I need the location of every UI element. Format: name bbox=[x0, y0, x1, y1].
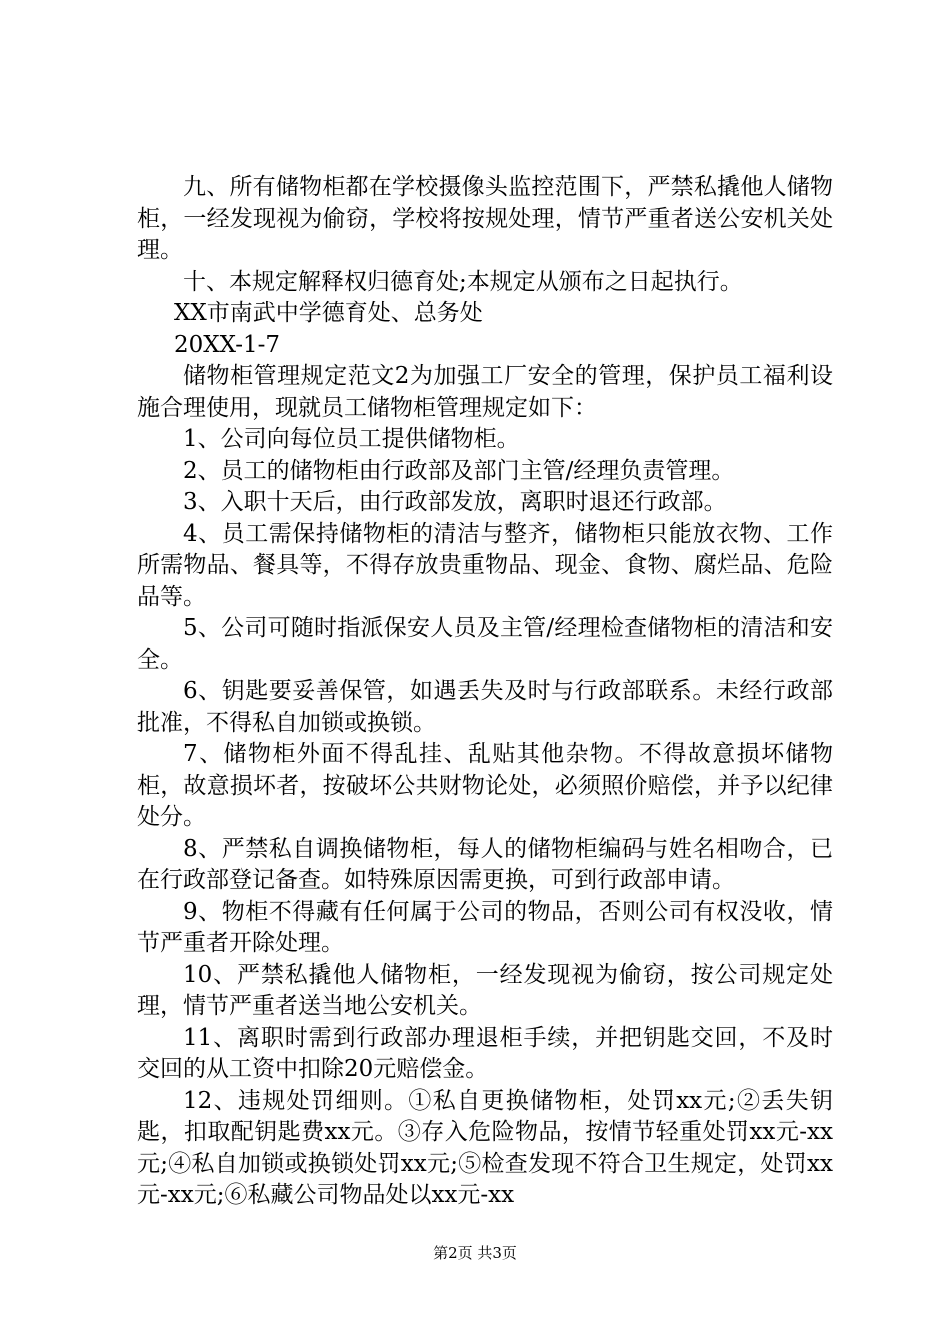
paragraph-item-3: 3、入职十天后，由行政部发放，离职时退还行政部。 bbox=[183, 489, 727, 515]
paragraph-item-4: 4、员工需保持储物柜的清洁与整齐，储物柜只能放衣物、工作所需物品、餐具等，不得存放贵重物品、现金、食物、腐烂品、危险品等。 bbox=[137, 520, 833, 610]
paragraph-item-5: 5、公司可随时指派保安人员及主管/经理检查储物柜的清洁和安全。 bbox=[137, 615, 833, 673]
paragraph-item-7: 7、储物柜外面不得乱挂、乱贴其他杂物。不得故意损坏储物柜，故意损坏者，按破坏公共财物论处，必须照价赔偿，并予以纪律处分。 bbox=[137, 741, 833, 830]
paragraph-item-2: 2、员工的储物柜由行政部及部门主管/经理负责管理。 bbox=[183, 457, 735, 484]
paragraph-item-10: 10、严禁私撬他人储物柜，一经发现视为偷窃，按公司规定处理，情节严重者送当地公安机关。 bbox=[137, 961, 833, 1019]
issuer-line: XX市南武中学德育处、总务处 bbox=[174, 300, 483, 326]
paragraph-item-1: 1、公司向每位员工提供储物柜。 bbox=[183, 426, 520, 452]
paragraph-item-11: 11、离职时需到行政部办理退柜手续，并把钥匙交回，不及时交回的从工资中扣除20元赔偿金。 bbox=[137, 1024, 833, 1082]
paragraph-item-12: 12、违规处罚细则。①私自更换储物柜，处罚xx元;②丢失钥匙，扣取配钥匙费xx元。③存入危险物品，按情节轻重处罚xx元-xx元;④私自加锁或换锁处罚xx元;⑤检查发现不符合卫生规定，处罚xx元-xx元;⑥私藏公司物品处以xx元-xx bbox=[137, 1087, 833, 1208]
document-body bbox=[137, 172, 833, 1212]
paragraph-item-6: 6、钥匙要妥善保管，如遇丢失及时与行政部联系。未经行政部批准，不得私自加锁或换锁。 bbox=[137, 678, 833, 736]
paragraph-rule-10: 十、本规定解释权归德育处;本规定从颁布之日起执行。 bbox=[183, 268, 743, 295]
paragraph-item-8: 8、严禁私自调换储物柜，每人的储物柜编码与姓名相吻合，已在行政部登记备查。如特殊原因需更换，可到行政部申请。 bbox=[137, 835, 833, 893]
paragraph-item-9: 9、物柜不得藏有任何属于公司的物品，否则公司有权没收，情节严重者开除处理。 bbox=[137, 898, 833, 956]
paragraph-intro-sample-2: 储物柜管理规定范文2为加强工厂安全的管理，保护员工福利设施合理使用，现就员工储物柜管理规定如下： bbox=[137, 363, 833, 421]
page-number-footer: 第2页 共3页 bbox=[433, 1244, 517, 1262]
paragraph-rule-9: 九、所有储物柜都在学校摄像头监控范围下，严禁私撬他人储物柜，一经发现视为偷窃，学校将按规处理，情节严重者送公安机关处理。 bbox=[137, 174, 833, 263]
date-line: 20XX-1-7 bbox=[174, 331, 281, 358]
